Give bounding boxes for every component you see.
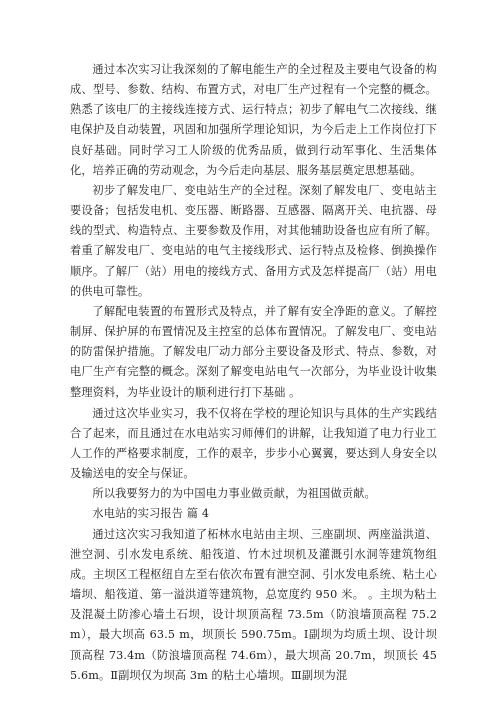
paragraph-3: 了解配电装置的布置形式及特点，并了解有安全净距的意义。了解控制屏、保护屏的布置情况及主控室的总体布置情况。了解发电厂、变电站的防雷保护措施。了解发电厂动力部分主要设备及形式、特点、参数，对电厂生产有完整的概念。深刻了解变电站电气一次部分，为毕业设计收集整理资料，为毕业设计的顺利进行打下基础 。: [70, 304, 437, 399]
paragraph-2: 初步了解发电厂、变电站生产的全过程。深刻了解发电厂、变电站主要设备；包括发电机、变压器、断路器、互感器、隔离开关、电抗器、母线的型式、构造特点、主要参数及作用，对其他辅助设备也应有所了解。着重了解发电厂、变电站的电气主接线形式、运行特点及检修、倒换操作顺序。了解厂（站）用电的接线方式、备用方式及怎样提高厂（站）用电的供电可靠性。: [70, 183, 437, 298]
section-heading: 水电站的实习报告 篇 4: [92, 507, 210, 521]
paragraph-1: 通过本次实习让我深刻的了解电能生产的全过程及主要电气设备的构成、型号、参数、结构、布置方式，对电厂生产过程有一个完整的概念。熟悉了该电厂的主接线连接方式、运行特点；初步了解电气二次接线、继电保护及自动装置，巩固和加强所学理论知识，为今后走上工作岗位打下良好基础。同时学习工人阶级的优秀品质，做到行动军事化、生活集体化，培养正确的劳动观念，为今后走向基层、服务基层奠定思想基础。: [70, 63, 437, 177]
paragraph-5: 所以我要努力的为中国电力事业做贡献，为祖国做贡献。: [92, 487, 376, 501]
paragraph-4: 通过这次毕业实习，我不仅将在学校的理论知识与具体的生产实践结合了起来，而且通过在水电站实习师傅们的讲解，让我知道了电力行业工人工作的严格要求制度，工作的艰辛，步步小心翼翼，要达到人身安全以及输送电的安全与保证。: [70, 406, 437, 481]
document-body: [70, 60, 437, 686]
paragraph-6: 通过这次实习我知道了柘林水电站由主坝、三座副坝、两座溢洪道、泄空洞、引水发电系统、船筏道、竹木过坝机及灌溉引水洞等建筑物组成。主坝区工程枢纽自左至右依次布置有泄空洞、引水发电系统、粘土心墙坝、船筏道、第一溢洪道等建筑物，总宽度约 950 米。 。主坝为粘土及混凝土防渗心墙土石坝，设计坝顶高程 73.5m（防浪墙顶高程 75.2m），最大坝高 63.5 m，坝顶长 590.75m。Ⅰ副坝为均质土坝、设计坝顶高程 73.4m（防浪墙顶高程 74.6m），最大坝高 20.7m，坝顶长 455.6m。Ⅱ副坝仅为坝高 3m 的粘土心墙坝。Ⅲ副坝为混: [70, 527, 437, 682]
